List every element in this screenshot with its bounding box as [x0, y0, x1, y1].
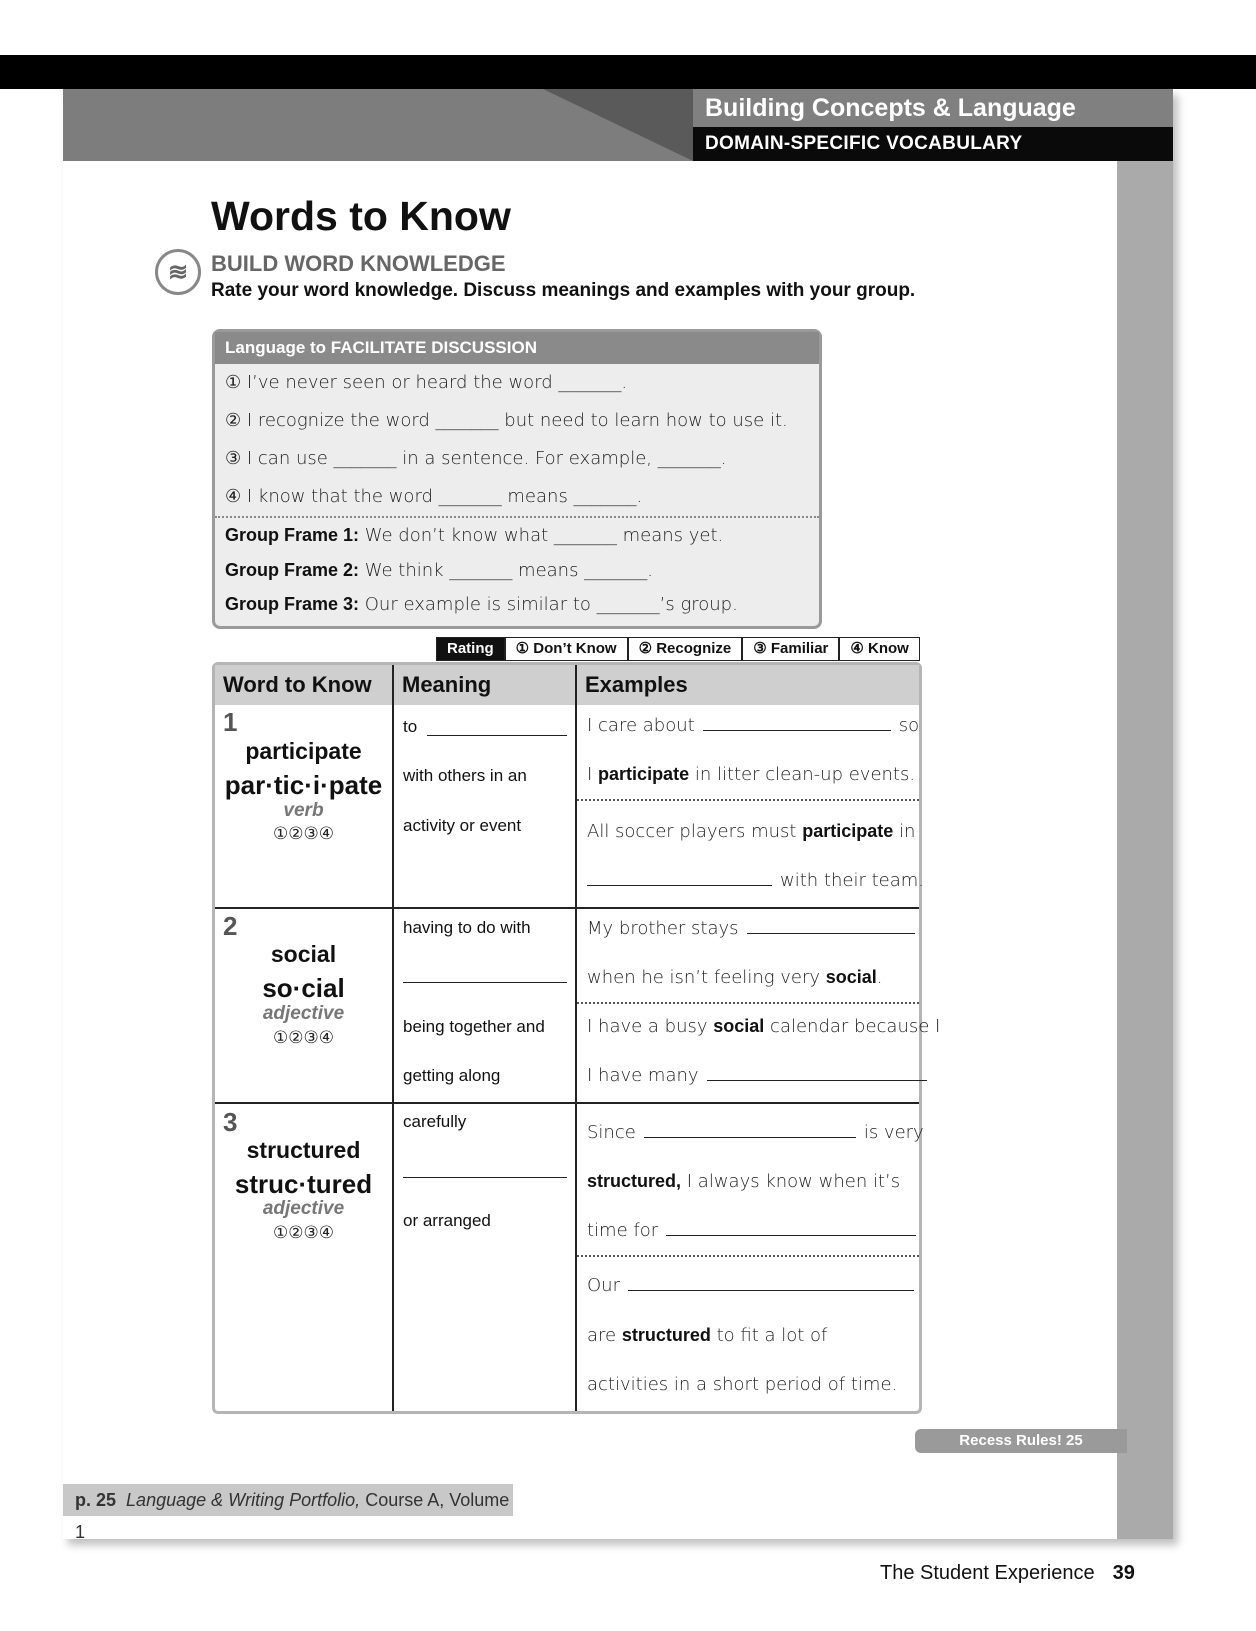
part-of-speech: adjective [262, 1198, 345, 1219]
group-frame-3: Group Frame 3: Our example is similar to _______’s group. [225, 594, 738, 615]
meaning-line: having to do with [403, 918, 531, 937]
rating-level: ④ Know [839, 637, 919, 661]
side-strip [1117, 161, 1173, 1539]
meaning-line: activity or event [403, 816, 522, 835]
meaning-line: with others in an [403, 766, 527, 785]
frame-line: ③ I can use _______ in a sentence. For example, _______. [225, 448, 727, 469]
word: structured [246, 1137, 361, 1163]
example-line: Since is very [587, 1122, 924, 1143]
rating-circles: ①②③④ [273, 824, 334, 843]
page-title: Words to Know [211, 193, 511, 239]
divider [215, 516, 819, 518]
example-line: I have a busy social calendar because I [587, 1016, 941, 1037]
word-number: 3 [223, 1107, 238, 1137]
frame-line: ② I recognize the word _______ but need to learn how to use it. [225, 410, 788, 431]
row-divider [215, 907, 919, 909]
example-line: when he isn’t feeling very social. [587, 967, 883, 988]
example-line: I have many [587, 1065, 927, 1086]
word-number: 1 [223, 707, 238, 737]
word-syllables: par·tic·i·pate [224, 770, 383, 800]
section-title: Building Concepts & Language [693, 89, 1173, 127]
frame-line: ① I’ve never seen or heard the word _______. [225, 372, 628, 393]
recess-rules-tab: Recess Rules! 25 [915, 1429, 1127, 1453]
example-line: My brother stays [587, 918, 915, 939]
meaning-line: to [403, 717, 418, 736]
discussion-icon: ≋ [155, 249, 201, 295]
meaning-line: getting along [403, 1066, 501, 1085]
rating-circles: ①②③④ [273, 1223, 334, 1242]
build-heading: BUILD WORD KNOWLEDGE [211, 251, 506, 276]
word-syllables: so·cial [262, 973, 345, 1003]
meaning-blank[interactable] [403, 982, 567, 983]
example-line: with their team. [587, 870, 924, 891]
page-footer: The Student Experience 39 [880, 1562, 1135, 1584]
example-line: I care about so [587, 715, 920, 736]
facilitate-discussion-box [212, 329, 822, 629]
meaning-line: carefully [403, 1112, 467, 1131]
example-line: structured, I always know when it’s [587, 1171, 901, 1192]
meaning-line: being together and [403, 1017, 545, 1036]
rating-circles: ①②③④ [273, 1028, 334, 1047]
example-divider [577, 1255, 919, 1257]
words-table [212, 662, 941, 1414]
header-word: Word to Know [223, 672, 372, 697]
rating-key [436, 637, 920, 661]
part-of-speech: verb [283, 800, 324, 821]
rating-level: ① Don’t Know [505, 637, 628, 661]
header-meaning: Meaning [402, 672, 492, 697]
header-examples: Examples [585, 672, 688, 697]
student-page [63, 89, 1173, 1542]
example-line: time for [587, 1220, 916, 1241]
meaning-blank[interactable] [403, 1177, 567, 1178]
meaning-line: or arranged [403, 1211, 491, 1230]
row-divider [215, 1102, 919, 1104]
group-frame-1: Group Frame 1: We don’t know what _______ means yet. [225, 525, 724, 546]
meaning-blank[interactable] [427, 735, 567, 736]
example-line: are structured to fit a lot of [587, 1325, 828, 1346]
word-number: 2 [223, 911, 238, 941]
portfolio-reference: p. 25 Language & Writing Portfolio, Course A, Volume 1 [63, 1484, 513, 1516]
example-line: All soccer players must participate in [587, 821, 916, 842]
facilitate-title: Language to FACILITATE DISCUSSION [215, 332, 819, 364]
rating-level: ③ Familiar [742, 637, 839, 661]
example-line: activities in a short period of time. [587, 1374, 898, 1395]
word: social [270, 941, 337, 967]
column-divider [575, 665, 577, 1411]
group-frame-2: Group Frame 2: We think _______ means _______. [225, 560, 653, 581]
rating-level: ② Recognize [628, 637, 743, 661]
example-line: Our [587, 1275, 914, 1296]
frame-line: ④ I know that the word _______ means _______. [225, 486, 643, 507]
instructions: Rate your word knowledge. Discuss meanings and examples with your group. [211, 280, 916, 301]
word-syllables: struc·tured [234, 1169, 373, 1199]
column-divider [392, 665, 394, 1411]
section-subtitle: DOMAIN-SPECIFIC VOCABULARY [693, 127, 1173, 161]
example-line: I participate in litter clean-up events. [587, 764, 916, 785]
example-divider [577, 799, 919, 801]
word: participate [245, 738, 362, 764]
rating-label: Rating [436, 637, 505, 661]
example-divider [577, 1002, 919, 1004]
top-black-bar [0, 55, 1256, 89]
part-of-speech: adjective [262, 1003, 345, 1024]
table-header [215, 665, 919, 705]
